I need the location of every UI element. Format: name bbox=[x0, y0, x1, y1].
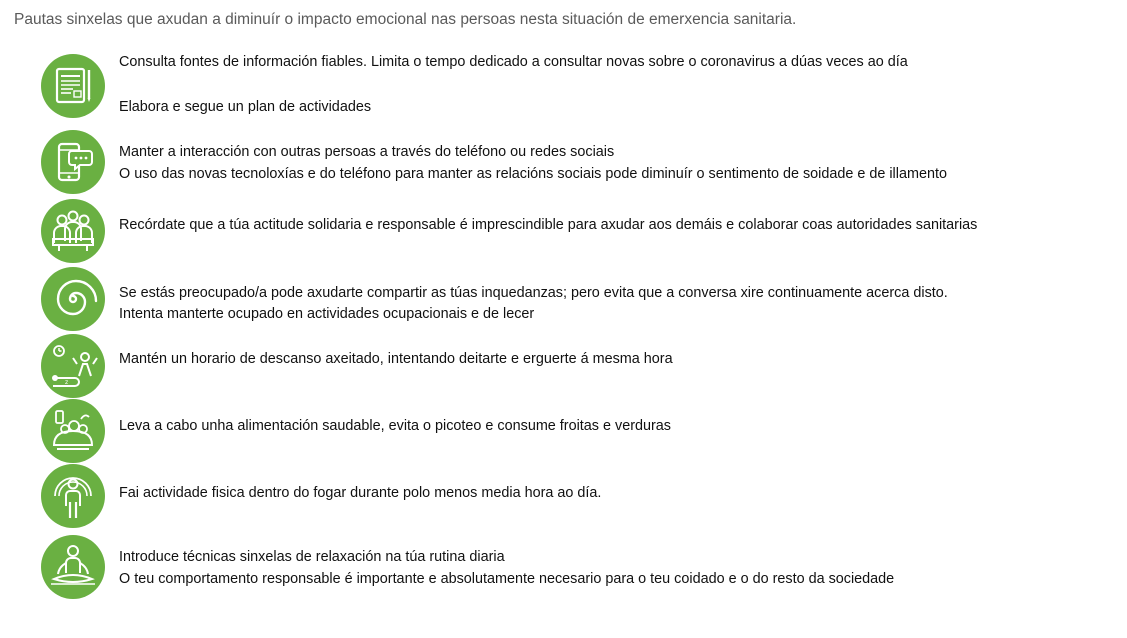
item-text-solidarity: Recórdate que a túa actitude solidaria e responsable é imprescindible para axudar aos demáis e colaborar coas autoridades sanitarias bbox=[119, 217, 978, 233]
sleep-schedule-icon bbox=[41, 334, 105, 398]
item-text-consult-sources: Consulta fontes de información fiables. Limita o tempo dedicado a consultar novas sobre o coronavirus a dúas veces ao día bbox=[119, 54, 908, 70]
item-text-responsible-behavior: O teu comportamento responsable é importante e absolutamente necesario para o teu coidado e o do resto da sociedade bbox=[119, 571, 895, 587]
page-heading: Pautas sinxelas que axudan a diminuír o impacto emocional nas persoas nesta situación de emerxencia sanitaria. bbox=[14, 11, 797, 28]
item-text-physical-activity: Fai actividade fisica dentro do fogar durante polo menos media hora ao día. bbox=[119, 485, 602, 501]
item-text-relaxation: Introduce técnicas sinxelas de relaxación na túa rutina diaria bbox=[119, 549, 505, 565]
exercise-person-icon bbox=[41, 464, 105, 528]
item-text-share-worries: Se estás preocupado/a pode axudarte compartir as túas inquedanzas; pero evita que a conversa xire continuamente acerca disto. bbox=[119, 285, 948, 301]
group-people-icon bbox=[41, 199, 105, 263]
healthy-food-icon bbox=[41, 399, 105, 463]
item-text-activity-plan: Elabora e segue un plan de actividades bbox=[119, 99, 372, 115]
phone-chat-icon bbox=[41, 130, 105, 194]
item-text-healthy-eating: Leva a cabo unha alimentación saudable, evita o picoteo e consume froitas e verduras bbox=[119, 418, 671, 434]
meditation-icon bbox=[41, 535, 105, 599]
svg-text:z: z bbox=[65, 379, 69, 386]
item-text-stay-busy: Intenta manterte ocupado en actividades ocupacionais e de lecer bbox=[119, 306, 535, 322]
item-text-keep-interaction: Manter a interacción con outras persoas a través do teléfono ou redes sociais bbox=[119, 144, 615, 160]
newspaper-icon bbox=[41, 54, 105, 118]
item-text-rest-schedule: Mantén un horario de descanso axeitado, intentando deitarte e erguerte á mesma hora bbox=[119, 351, 673, 367]
spiral-icon bbox=[41, 267, 105, 331]
item-text-technology-use: O uso das novas tecnoloxías e do teléfono para manter as relacións sociais pode diminuír o sentimento de soidade e de illamento bbox=[119, 166, 947, 182]
